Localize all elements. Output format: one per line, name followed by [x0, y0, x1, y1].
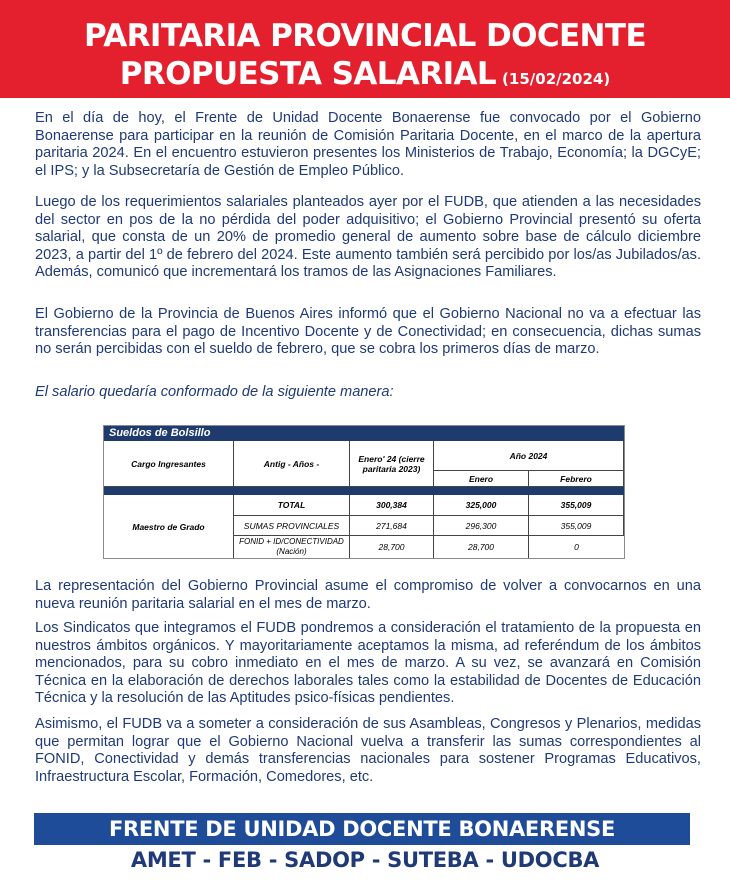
row-label: FONID + ID/CONECTIVIDAD (Nación)	[234, 536, 350, 558]
row-label: TOTAL	[234, 495, 350, 516]
title-line-2	[0, 56, 730, 97]
footer-band: FRENTE DE UNIDAD DOCENTE BONAERENSE	[34, 813, 690, 845]
header-antig: Antig - Años -	[234, 441, 350, 487]
title-main: PROPUESTA SALARIAL	[119, 56, 497, 92]
row-value: 355,009	[529, 516, 624, 536]
footer-unions: AMET - FEB - SADOP - SUTEBA - UDOCBA	[130, 848, 600, 872]
row-value: 355,009	[529, 495, 624, 516]
row-value: 28,700	[350, 536, 434, 558]
header-cargo: Cargo Ingresantes	[104, 441, 234, 487]
header-enero24: Enero' 24 (cierre paritaria 2023)	[350, 441, 434, 487]
paragraph-4: El salario quedaría conformado de la siguiente manera:	[35, 384, 394, 400]
row-value: 325,000	[434, 495, 529, 516]
row-label: SUMAS PROVINCIALES	[234, 516, 350, 536]
cargo-cell: Maestro de Grado	[104, 495, 234, 558]
header-enero: Enero	[434, 471, 529, 487]
header-anio2024: Año 2024	[434, 441, 624, 471]
paragraph-1: En el día de hoy, el Frente de Unidad Docente Bonaerense fue convocado por el Gobierno Bonaerense para participar en la reunión de Comisión Paritaria Docente, en el marco de la apertura paritaria 2024. En el encuentro estuvieron presentes los Ministerios de Trabajo, Economía; la DGCyE; el IPS; y la Subsecretaría de Gestión de Empleo Público.	[35, 110, 701, 179]
page-header	[0, 0, 730, 98]
table-divider-bar	[104, 487, 624, 495]
table-caption: Sueldos de Bolsillo	[104, 426, 624, 441]
row-value: 300,384	[350, 495, 434, 516]
salary-table	[103, 425, 625, 559]
row-value: 296,300	[434, 516, 529, 536]
row-value: 271,684	[350, 516, 434, 536]
title-date: (15/02/2024)	[502, 70, 611, 88]
title-line-1: PARITARIA PROVINCIAL DOCENTE	[83, 18, 647, 54]
header-febrero: Febrero	[529, 471, 624, 487]
paragraph-2: Luego de los requerimientos salariales planteados ayer por el FUDB, que atienden a las necesidades del sector en pos de la no pérdida del poder adquisitivo; el Gobierno Provincial presentó su oferta salarial, que consta de un 20% de promedio general de aumento sobre base de cálculo diciembre 2023, a partir del 1º de febrero del 2024. Este aumento también será percibido por los/as Jubilados/as. Además, comunicó que incrementará los tramos de las Asignaciones Familiares.	[35, 194, 701, 281]
paragraph-3: El Gobierno de la Provincia de Buenos Aires informó que el Gobierno Nacional no va a efectuar las transferencias para el pago de Incentivo Docente y de Conectividad; en consecuencia, dichas sumas no serán percibidas con el sueldo de febrero, que se cobra los primeros días de marzo.	[35, 306, 701, 358]
row-value: 0	[574, 542, 579, 552]
row-value: 28,700	[434, 536, 529, 558]
paragraph-6: Los Sindicatos que integramos el FUDB pondremos a consideración el tratamiento de la propuesta en nuestros ámbitos orgánicos. Y mayoritariamente aceptamos la misma, ad referéndum de los ámbitos mencionados, para su cobro inmediato en el mes de marzo. A su vez, se avanzará en Comisión Técnica en la elaboración de derechos laborales tales como la estabilidad de Docentes de Educación Técnica y la resolución de las Aptitudes psico-físicas pendientes.	[35, 620, 701, 707]
paragraph-7: Asimismo, el FUDB va a someter a consideración de sus Asambleas, Congresos y Plenarios, medidas que permitan lograr que el Gobierno Nacional vuelva a transferir las sumas correspondientes al FONID, Conectividad y demás transferencias nacionales para sostener Programas Educativos, Infraestructura Escolar, Formación, Comedores, etc.	[35, 716, 701, 785]
paragraph-5: La representación del Gobierno Provincial asume el compromiso de volver a convocarnos en una nueva reunión paritaria salarial en el mes de marzo.	[35, 578, 701, 612]
